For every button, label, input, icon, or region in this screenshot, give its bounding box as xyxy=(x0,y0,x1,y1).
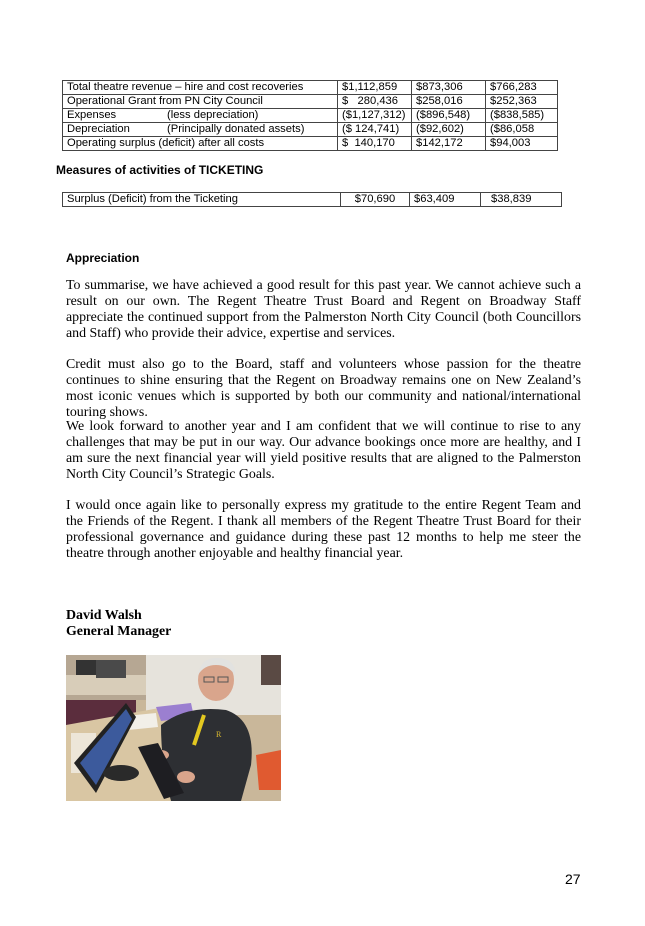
value-cell: ($1,127,312) xyxy=(338,109,412,123)
value-cell: $38,839 xyxy=(481,193,562,207)
table-row xyxy=(63,193,562,207)
svg-text:R: R xyxy=(216,730,222,739)
value-cell: $766,283 xyxy=(486,81,558,95)
row-label: Total theatre revenue – hire and cost recoveries xyxy=(63,81,338,95)
value-cell: $94,003 xyxy=(486,137,558,151)
row-label: Depreciation (Principally donated assets) xyxy=(63,123,338,137)
table-row xyxy=(63,109,558,123)
paragraph: We look forward to another year and I am confident that we will continue to rise to any challenges that may be put in our way. Our advance bookings once more are healthy, and I am sure the next financial year will yield positive results that are aligned to the Palmerston North City Council’s Strategic Goals. xyxy=(66,419,581,482)
value-cell: ($896,548) xyxy=(412,109,486,123)
page-number: 27 xyxy=(565,871,581,887)
table-row xyxy=(63,81,558,95)
value-cell: $ 280,436 xyxy=(338,95,412,109)
row-label: Operational Grant from PN City Council xyxy=(63,95,338,109)
ticketing-table xyxy=(62,192,562,207)
value-cell: ($ 124,741) xyxy=(338,123,412,137)
value-cell: ($838,585) xyxy=(486,109,558,123)
table-row xyxy=(63,123,558,137)
row-label: Surplus (Deficit) from the Ticketing xyxy=(63,193,341,207)
value-cell: ($86,058 xyxy=(486,123,558,137)
value-cell: $ 140,170 xyxy=(338,137,412,151)
value-cell: $252,363 xyxy=(486,95,558,109)
value-cell: $63,409 xyxy=(410,193,481,207)
value-cell: $873,306 xyxy=(412,81,486,95)
row-label: Expenses (less depreciation) xyxy=(63,109,338,123)
value-cell: $142,172 xyxy=(412,137,486,151)
row-label: Operating surplus (deficit) after all costs xyxy=(63,137,338,151)
value-cell: $1,112,859 xyxy=(338,81,412,95)
value-cell: $70,690 xyxy=(341,193,410,207)
paragraph: To summarise, we have achieved a good result for this past year. We cannot achieve such a result on our own. The Regent Theatre Trust Board and Regent on Broadway Staff appreciate the continued support from the Palmerston North City Council (both Councillors and Staff) who provide their advice, expertise and services. xyxy=(66,278,581,341)
appreciation-heading: Appreciation xyxy=(66,251,140,265)
signatory-title: General Manager xyxy=(66,624,172,639)
value-cell: ($92,602) xyxy=(412,123,486,137)
signature-block xyxy=(66,608,171,640)
paragraph: I would once again like to personally express my gratitude to the entire Regent Team and the Friends of the Regent. I thank all members of the Regent Theatre Trust Board for their professional governance and guidance during these past 12 months to help me steer the theatre through another enjoyable and healthy financial year. xyxy=(66,498,581,561)
signatory-name: David Walsh xyxy=(66,608,142,623)
financial-summary-table xyxy=(62,80,558,151)
paragraph: Credit must also go to the Board, staff and volunteers whose passion for the theatre continues to shine ensuring that the Regent on Broadway remains one on New Zealand’s most iconic venues which is supported by both our community and national/international touring shows. xyxy=(66,357,581,420)
table-row xyxy=(63,95,558,109)
manager-photo xyxy=(66,655,281,801)
photo-illustration xyxy=(66,655,281,801)
value-cell: $258,016 xyxy=(412,95,486,109)
ticketing-heading: Measures of activities of TICKETING xyxy=(56,163,264,177)
table-row xyxy=(63,137,558,151)
